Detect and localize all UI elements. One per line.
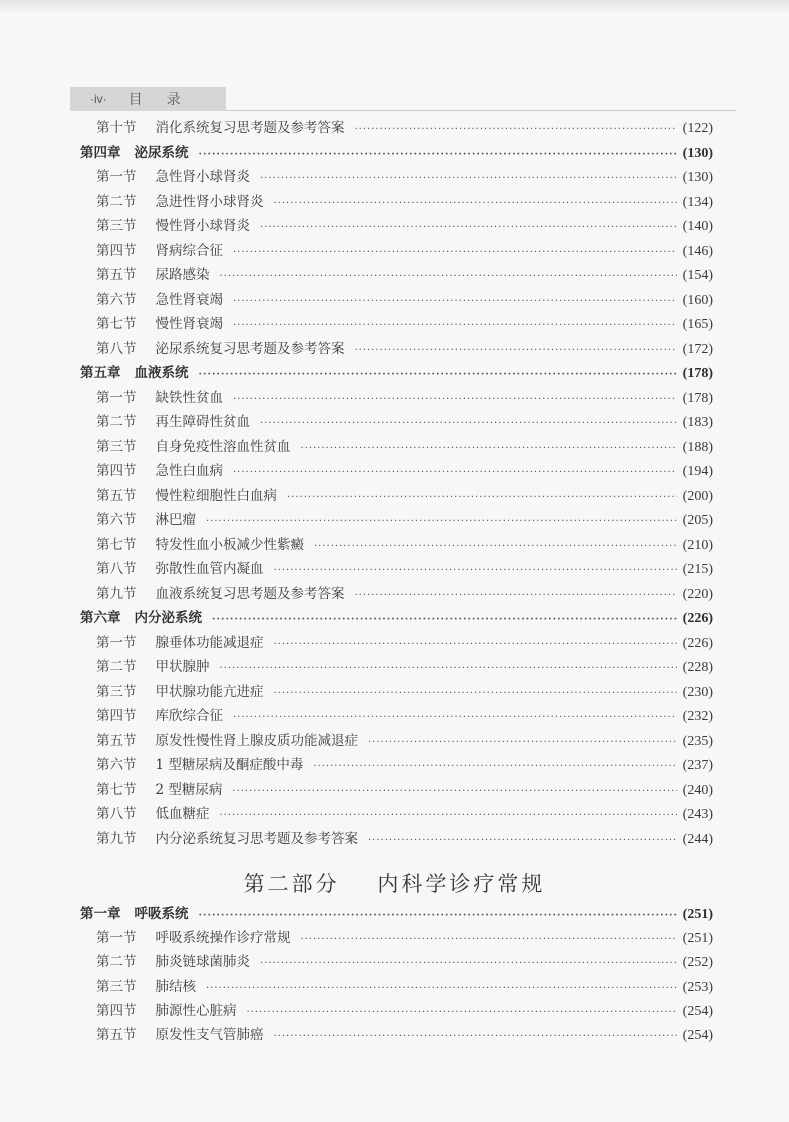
entry-page-number: (251) — [682, 907, 713, 922]
entry-page-number: (210) — [682, 537, 713, 553]
dot-leader — [274, 635, 677, 655]
entry-label: 第六节 — [96, 512, 137, 528]
running-header — [70, 87, 226, 111]
dot-leader — [314, 537, 677, 557]
entry-title: 特发性血小板减少性紫癜 — [155, 536, 304, 553]
entry-label: 第四章 — [80, 144, 121, 161]
dot-leader — [368, 831, 677, 851]
entry-title: 泌尿系统复习思考题及参考答案 — [155, 340, 345, 357]
entry-page-number: (122) — [682, 121, 713, 136]
toc-section-entry[interactable] — [96, 461, 713, 481]
dot-leader — [355, 120, 677, 140]
toc-section-entry[interactable] — [96, 559, 713, 579]
entry-title: 1 型糖尿病及酮症酸中毒 — [155, 757, 304, 773]
entry-page-number: (252) — [682, 955, 713, 971]
toc-section-entry[interactable] — [96, 755, 713, 775]
entry-page-number: (205) — [682, 513, 713, 528]
entry-label: 第四节 — [96, 1002, 137, 1019]
dot-leader — [212, 610, 677, 630]
entry-label: 第五节 — [96, 267, 137, 283]
entry-page-number: (194) — [682, 464, 713, 479]
part-heading — [0, 868, 789, 898]
entry-label: 第一节 — [96, 389, 137, 406]
entry-label: 第一节 — [96, 634, 137, 651]
dot-leader — [313, 757, 676, 777]
entry-page-number: (165) — [682, 317, 713, 332]
toc-section-entry[interactable] — [96, 535, 713, 555]
entry-label: 第九节 — [96, 830, 137, 847]
dot-leader — [233, 316, 677, 336]
toc-section-entry[interactable] — [96, 339, 713, 359]
toc-section-entry[interactable] — [96, 657, 713, 677]
entry-title: 肾病综合征 — [155, 242, 223, 259]
entry-title: 急性肾衰竭 — [155, 291, 223, 308]
dot-leader — [233, 243, 677, 263]
entry-label: 第二节 — [96, 193, 137, 210]
entry-title: 肺炎链球菌肺炎 — [155, 954, 250, 971]
entry-title: 慢性粒细胞性白血病 — [155, 487, 277, 504]
toc-section-entry[interactable] — [96, 977, 713, 997]
entry-label: 第八节 — [96, 806, 137, 822]
part-title: 内科学诊疗常规 — [377, 872, 546, 896]
entry-page-number: (230) — [682, 684, 713, 700]
dot-leader — [274, 561, 677, 581]
entry-title: 肺源性心脏病 — [155, 1002, 237, 1019]
header-title-part-2: 录 — [166, 92, 181, 108]
scan-edge-shade — [0, 0, 789, 14]
entry-page-number: (220) — [682, 586, 713, 602]
toc-section-entry[interactable] — [96, 388, 713, 408]
entry-label: 第八节 — [96, 561, 137, 577]
dot-leader — [206, 512, 677, 532]
toc-section-entry[interactable] — [96, 265, 713, 285]
dot-leader — [199, 906, 677, 926]
entry-page-number: (251) — [682, 931, 713, 947]
entry-label: 第六节 — [96, 291, 137, 308]
entry-page-number: (140) — [682, 219, 713, 234]
dot-leader — [206, 979, 677, 999]
toc-section-entry[interactable] — [96, 241, 713, 261]
dot-leader — [301, 930, 677, 950]
header-rule — [226, 110, 736, 111]
entry-page-number: (178) — [682, 366, 713, 381]
dot-leader — [274, 1027, 677, 1047]
header-page-number: ·iv· — [90, 92, 107, 106]
entry-title: 慢性肾小球肾炎 — [155, 218, 250, 234]
toc-section-entry[interactable] — [96, 290, 713, 310]
entry-title: 呼吸系统 — [134, 906, 189, 922]
dot-leader — [274, 684, 677, 704]
dot-leader — [199, 365, 677, 385]
entry-label: 第二节 — [96, 659, 137, 675]
entry-page-number: (240) — [682, 782, 713, 798]
entry-title: 淋巴瘤 — [155, 512, 196, 528]
entry-title: 低血糖症 — [155, 806, 210, 822]
toc-section-entry[interactable] — [96, 706, 713, 726]
dot-leader — [355, 341, 677, 361]
entry-title: 内分泌系统 — [134, 610, 202, 626]
entry-title: 血液系统 — [134, 365, 189, 381]
entry-title: 消化系统复习思考题及参考答案 — [155, 120, 345, 136]
entry-title: 再生障碍性贫血 — [155, 414, 250, 430]
entry-label: 第三节 — [96, 683, 137, 700]
toc-section-entry[interactable] — [96, 412, 713, 432]
dot-leader — [355, 586, 677, 606]
entry-page-number: (244) — [682, 831, 713, 847]
toc-section-entry[interactable] — [96, 1025, 713, 1045]
toc-chapter-entry[interactable] — [80, 143, 713, 163]
entry-label: 第六节 — [96, 757, 137, 773]
toc-section-entry[interactable] — [96, 584, 713, 604]
dot-leader — [301, 439, 677, 459]
entry-label: 第三节 — [96, 438, 137, 455]
entry-page-number: (243) — [682, 807, 713, 822]
dot-leader — [274, 194, 677, 214]
entry-page-number: (237) — [682, 758, 713, 773]
entry-label: 第五节 — [96, 732, 137, 749]
entry-page-number: (200) — [682, 488, 713, 504]
entry-page-number: (183) — [682, 415, 713, 430]
dot-leader — [287, 488, 677, 508]
entry-label: 第二节 — [96, 414, 137, 430]
toc-section-entry[interactable] — [96, 829, 713, 849]
dot-leader — [368, 733, 677, 753]
entry-page-number: (134) — [682, 194, 713, 210]
toc-section-entry[interactable] — [96, 314, 713, 334]
entry-title: 血液系统复习思考题及参考答案 — [155, 585, 345, 602]
entry-label: 第七节 — [96, 536, 137, 553]
entry-page-number: (130) — [682, 170, 713, 185]
toc-section-entry[interactable] — [96, 928, 713, 948]
dot-leader — [233, 292, 677, 312]
dot-leader — [199, 145, 677, 165]
entry-label: 第九节 — [96, 585, 137, 602]
dot-leader — [220, 659, 677, 679]
toc-section-entry[interactable] — [96, 486, 713, 506]
entry-page-number: (235) — [682, 733, 713, 749]
entry-title: 急性肾小球肾炎 — [155, 169, 250, 185]
toc-section-entry[interactable] — [96, 167, 713, 187]
entry-label: 第四节 — [96, 708, 137, 724]
entry-page-number: (154) — [682, 268, 713, 283]
dot-leader — [233, 390, 677, 410]
toc-chapter-entry[interactable] — [80, 363, 713, 383]
entry-title: 急性白血病 — [155, 463, 223, 479]
entry-page-number: (254) — [682, 1003, 713, 1019]
entry-title: 肺结核 — [155, 978, 196, 995]
entry-page-number: (160) — [682, 292, 713, 308]
entry-page-number: (228) — [682, 660, 713, 675]
entry-title: 泌尿系统 — [134, 144, 189, 161]
toc-section-entry[interactable] — [96, 780, 713, 800]
dot-leader — [260, 169, 677, 189]
entry-label: 第一节 — [96, 169, 137, 185]
entry-label: 第一节 — [96, 930, 137, 947]
entry-title: 原发性支气管肺癌 — [155, 1027, 264, 1043]
entry-title: 弥散性血管内凝血 — [155, 561, 264, 577]
entry-page-number: (226) — [682, 635, 713, 651]
entry-page-number: (130) — [682, 145, 713, 161]
entry-title: 呼吸系统操作诊疗常规 — [155, 930, 291, 947]
entry-title: 甲状腺功能亢进症 — [155, 683, 264, 700]
toc-section-entry[interactable] — [96, 633, 713, 653]
entry-label: 第八节 — [96, 340, 137, 357]
entry-label: 第五节 — [96, 487, 137, 504]
entry-title: 急进性肾小球肾炎 — [155, 193, 264, 210]
dot-leader — [260, 954, 677, 974]
toc-section-entry[interactable] — [96, 1001, 713, 1021]
dot-leader — [220, 267, 677, 287]
toc-section-entry[interactable] — [96, 118, 713, 138]
entry-title: 腺垂体功能减退症 — [155, 634, 264, 651]
entry-label: 第三节 — [96, 218, 137, 234]
toc-section-entry[interactable] — [96, 192, 713, 212]
toc-chapter-entry[interactable] — [80, 608, 713, 628]
entry-label: 第四节 — [96, 242, 137, 259]
entry-label: 第六章 — [80, 610, 121, 626]
entry-title: 缺铁性贫血 — [155, 389, 223, 406]
entry-page-number: (254) — [682, 1028, 713, 1043]
entry-label: 第四节 — [96, 463, 137, 479]
entry-title: 自身免疫性溶血性贫血 — [155, 438, 291, 455]
toc-section-entry[interactable] — [96, 510, 713, 530]
entry-title: 内分泌系统复习思考题及参考答案 — [155, 830, 358, 847]
entry-label: 第五章 — [80, 365, 121, 381]
entry-label: 第五节 — [96, 1027, 137, 1043]
entry-page-number: (253) — [682, 979, 713, 995]
entry-label: 第一章 — [80, 906, 121, 922]
entry-page-number: (215) — [682, 562, 713, 577]
dot-leader — [233, 708, 677, 728]
entry-title: 2 型糖尿病 — [155, 781, 223, 798]
entry-title: 原发性慢性肾上腺皮质功能减退症 — [155, 732, 358, 749]
dot-leader — [233, 463, 677, 483]
entry-title: 尿路感染 — [155, 267, 210, 283]
entry-title: 甲状腺肿 — [155, 659, 210, 675]
entry-page-number: (226) — [682, 611, 713, 626]
entry-label: 第三节 — [96, 978, 137, 995]
entry-label: 第十节 — [96, 120, 137, 136]
entry-label: 第七节 — [96, 781, 137, 798]
dot-leader — [220, 806, 677, 826]
entry-label: 第七节 — [96, 316, 137, 332]
entry-page-number: (146) — [682, 243, 713, 259]
dot-leader — [260, 414, 677, 434]
entry-page-number: (188) — [682, 439, 713, 455]
toc-chapter-entry[interactable] — [80, 904, 713, 924]
header-title-part-1: 目 — [128, 92, 143, 108]
dot-leader — [232, 782, 676, 802]
entry-page-number: (232) — [682, 709, 713, 724]
dot-leader — [260, 218, 677, 238]
entry-label: 第二节 — [96, 954, 137, 971]
part-label: 第二部分 — [243, 872, 340, 896]
toc-section-entry[interactable] — [96, 216, 713, 236]
toc-section-entry[interactable] — [96, 952, 713, 972]
entry-title: 慢性肾衰竭 — [155, 316, 223, 332]
toc-section-entry[interactable] — [96, 682, 713, 702]
toc-section-entry[interactable] — [96, 731, 713, 751]
entry-title: 库欣综合征 — [155, 708, 223, 724]
entry-page-number: (172) — [682, 341, 713, 357]
dot-leader — [247, 1003, 677, 1023]
toc-section-entry[interactable] — [96, 804, 713, 824]
entry-page-number: (178) — [682, 390, 713, 406]
toc-section-entry[interactable] — [96, 437, 713, 457]
